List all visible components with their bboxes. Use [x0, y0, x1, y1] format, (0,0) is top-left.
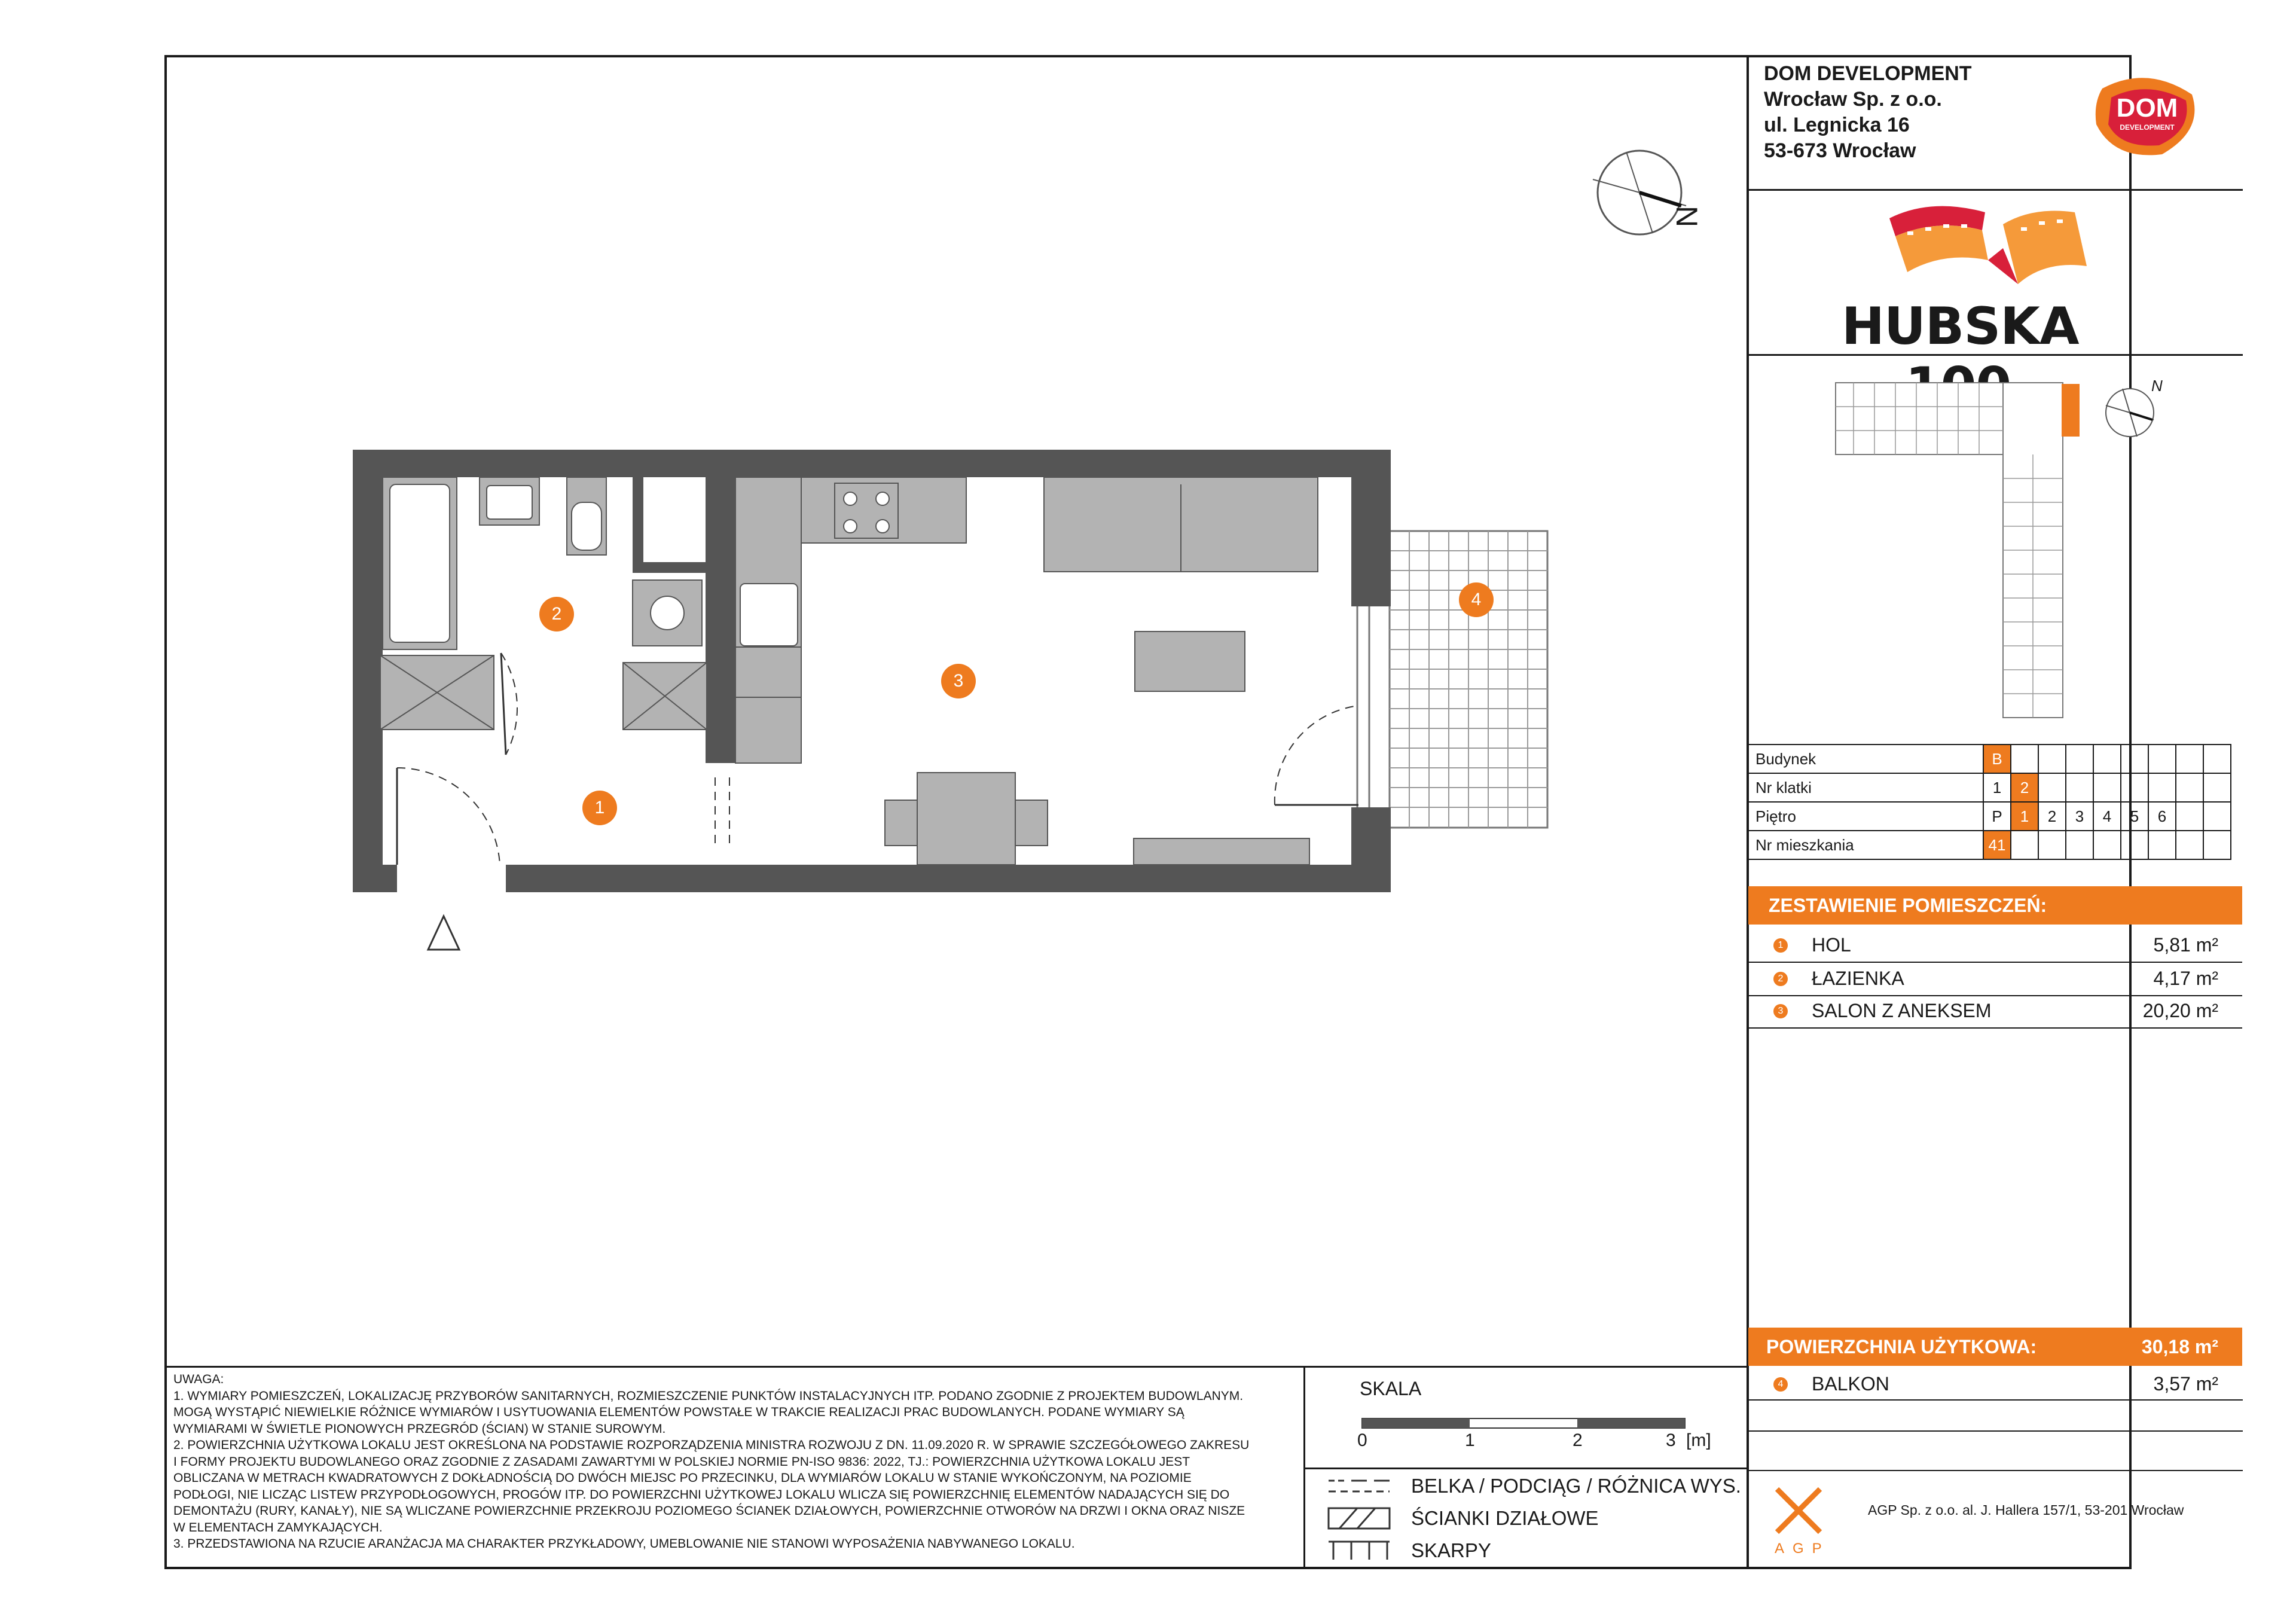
info-cell: [2121, 773, 2148, 802]
architect-address: AGP Sp. z o.o. al. J. Hallera 157/1, 53-201 Wrocław: [1868, 1502, 2184, 1518]
notes-line: DEMONTAŻU (RURY, KANAŁY), NIE SĄ WLICZANE POWIERZCHNIE PRZEKROJU POZIOMEGO ŚCIANEK DZIAŁOWYCH, POWIERZCHNIE OTWORÓW NA DRZWI I OKNA ORAZ NISZE: [173, 1504, 1245, 1518]
info-cell: [2038, 831, 2066, 859]
notes-line: 1. WYMIARY POMIESZCZEŃ, LOKALIZACJĘ PRZYBORÓW SANITARNYCH, ROZMIESZCZENIE PUNKTÓW INSTALACYJNYCH ITP. PODANO ZGODNIE Z PROJEKTEM BUDOWLANYM.: [173, 1389, 1244, 1403]
legend-beam: BELKA / PODCIĄG / RÓŻNICA WYS.: [1411, 1475, 1741, 1497]
info-cell: [2066, 773, 2093, 802]
legend-partition: ŚCIANKI DZIAŁOWE: [1411, 1507, 1599, 1529]
info-label: Nr mieszkania: [1748, 831, 1983, 859]
room-marker-4: 4: [1459, 582, 1494, 617]
info-cell: [2066, 745, 2093, 773]
company-entity: Wrocław Sp. z o.o.: [1764, 88, 1942, 111]
compass-n-label: N: [1670, 206, 1703, 228]
info-label: Nr klatki: [1748, 773, 1983, 802]
notes-block: [173, 1371, 1303, 1552]
usable-area-value: 30,18 m²: [2141, 1336, 2218, 1357]
scale-unit: [m]: [1686, 1430, 1711, 1450]
notes-line: W ELEMENTACH ZAMYKAJĄCYCH.: [173, 1520, 383, 1534]
room-number: 4: [1773, 1377, 1788, 1392]
info-cell: [2148, 831, 2176, 859]
scale-bar: [1357, 1416, 1692, 1430]
info-cell: 2: [2011, 773, 2038, 802]
entrance-arrow: [428, 916, 459, 950]
rooms-header: [1748, 886, 2242, 925]
info-row-staircase: [1748, 773, 2231, 802]
divider-empty-row: [1747, 1430, 2243, 1432]
info-row-building: [1748, 745, 2231, 773]
info-row-apartment: [1748, 831, 2231, 859]
floor-plan: [0, 0, 1746, 1017]
film-strip-logo: [1883, 194, 2105, 290]
project-title: HUBSKA: [1842, 297, 2079, 356]
info-cell: [2203, 773, 2231, 802]
room-number: 2: [1773, 972, 1788, 986]
info-label: Budynek: [1748, 745, 1983, 773]
logo-development-text: DEVELOPMENT: [2120, 123, 2175, 132]
info-cell: 3: [2066, 802, 2093, 831]
info-cell: 41: [1983, 831, 2011, 859]
logo-dom-text: DOM: [2116, 93, 2178, 123]
info-cell: [2011, 831, 2038, 859]
notes-title: UWAGA:: [173, 1372, 224, 1386]
notes-line: MOGĄ WYSTĄPIĆ NIEWIELKIE RÓŻNICE WYMIARÓW I USYTUOWANIA ELEMENTÓW POWSTAŁE W TRAKCIE REALIZACJI PRAC BUDOWLANYCH. PODANE WYMIARY SĄ: [173, 1405, 1184, 1419]
info-cell: [2203, 831, 2231, 859]
company-address: [1764, 61, 1972, 164]
agp-logo: [1773, 1485, 1824, 1536]
room-name: HOL: [1812, 934, 1851, 956]
room-row-2: [1748, 962, 2242, 996]
divider-company: [1747, 189, 2243, 191]
room-area: 3,57 m²: [2153, 1373, 2218, 1395]
info-cell: 2: [2038, 802, 2066, 831]
notes-line: 2. POWIERZCHNIA UŻYTKOWA LOKALU JEST OKREŚLONA NA PODSTAWIE ROZPORZĄDZENIA MINISTRA ROZWOJU Z DN. 11.09.2020 R. W SPRAWIE SZCZEGÓŁOWEGO ZAKRESU: [173, 1438, 1250, 1452]
usable-area-label: POWIERZCHNIA UŻYTKOWA:: [1766, 1336, 2037, 1357]
info-cell: [2093, 773, 2121, 802]
room-marker-3: 3: [941, 664, 976, 698]
room-number: 3: [1773, 1004, 1788, 1018]
divider-legend: [1303, 1468, 1749, 1469]
info-cell: 6: [2148, 802, 2176, 831]
info-cell: 1: [2011, 802, 2038, 831]
company-street: ul. Legnicka 16: [1764, 114, 1910, 136]
scale-title: SKALA: [1360, 1378, 1422, 1399]
room-area: 20,20 m²: [2142, 1000, 2218, 1021]
balcony-row: [1748, 1367, 2242, 1401]
info-label: Piętro: [1748, 802, 1983, 831]
keyplan-highlight: [2062, 384, 2080, 437]
agp-letters: AGP: [1775, 1540, 1830, 1557]
notes-line: I FORMY PROJEKTU BUDOWLANEGO ORAZ ZGODNIE Z ZASADAMI ZAWARTYMI W POLSKIEJ NORMIE PN-ISO 9836: 2022, TJ.: POWIERZCHNIA UŻYTKOWA LOKALU JEST: [173, 1454, 1190, 1469]
notes-line: OBLICZANA W METRACH KWADRATOWYCH Z DOKŁADNOŚCIĄ DO DWÓCH MIEJSC PO PRZECINKU, DLA WYMIARÓW LOKALU W STANIE WYKOŃCZONYM, NA POZIOMIE: [173, 1471, 1192, 1485]
company-name: DOM DEVELOPMENT: [1764, 62, 1972, 85]
info-cell: [2148, 745, 2176, 773]
scale-tick: 2: [1573, 1430, 1583, 1450]
info-cell: [2121, 831, 2148, 859]
divider-notes: [164, 1366, 1749, 1368]
room-row-1: [1748, 928, 2242, 963]
notes-line: PODŁOGI, NIE LICZĄC LISTEW PRZYPODŁOGOWYCH, PROGÓW ITP. DO POWIERZCHNI UŻYTKOWEJ LOKALU WLICZA SIĘ POWIERZCHNIĘ ELEMENTÓW NADAJĄCYCH SIĘ DO: [173, 1487, 1230, 1502]
info-cell: [2176, 831, 2203, 859]
keyplan-n-label: N: [2151, 377, 2163, 395]
notes-line: WYMIARAMI W ŚWIETLE PIONOWYCH PRZEGRÓD (ŚCIAN) W STANIE SUROWYM.: [173, 1421, 666, 1436]
info-row-floor: [1748, 802, 2231, 831]
info-cell: B: [1983, 745, 2011, 773]
legend-symbols: [1327, 1476, 1399, 1566]
info-cell: [2121, 745, 2148, 773]
notes-line: 3. PRZEDSTAWIONA NA RZUCIE ARANŻACJA MA CHARAKTER PRZYKŁADOWY, UMEBLOWANIE NIE STANOWI WYPOSAŻENIA NABYWANEGO LOKALU.: [173, 1537, 1075, 1551]
info-cell: [2203, 745, 2231, 773]
room-area: 5,81 m²: [2153, 934, 2218, 956]
legend-sill: SKARPY: [1411, 1539, 1491, 1561]
kitchen-fixtures: [735, 477, 966, 763]
scale-tick: 0: [1357, 1430, 1367, 1450]
room-row-3: [1748, 994, 2242, 1029]
window-frames: [1357, 606, 1369, 807]
room-name: BALKON: [1812, 1373, 1889, 1395]
info-cell: [2038, 745, 2066, 773]
room-number: 1: [1773, 938, 1788, 953]
apartment-info-table: [1748, 744, 2231, 860]
info-cell: 4: [2093, 802, 2121, 831]
room-name: SALON Z ANEKSEM: [1812, 1000, 1992, 1021]
info-cell: [2176, 802, 2203, 831]
usable-area-bar: [1748, 1328, 2242, 1366]
divider-architect: [1747, 1470, 2243, 1471]
scale-tick: 3: [1666, 1430, 1676, 1450]
info-cell: P: [1983, 802, 2011, 831]
info-cell: [2093, 831, 2121, 859]
info-cell: [2176, 745, 2203, 773]
info-cell: [2038, 773, 2066, 802]
info-cell: [2176, 773, 2203, 802]
info-cell: 1: [1983, 773, 2011, 802]
room-marker-1: 1: [582, 791, 617, 825]
room-area: 4,17 m²: [2153, 968, 2218, 989]
rooms-header-text: ZESTAWIENIE POMIESZCZEŃ:: [1769, 895, 2047, 916]
info-cell: [2066, 831, 2093, 859]
scale-tick: 1: [1465, 1430, 1475, 1450]
dom-development-logo: [2090, 71, 2204, 160]
company-city: 53-673 Wrocław: [1764, 139, 1916, 162]
balcony-grid: [1390, 531, 1547, 828]
room-name: ŁAZIENKA: [1812, 968, 1904, 989]
info-cell: [2148, 773, 2176, 802]
info-cell: 5: [2121, 802, 2148, 831]
info-cell: [2203, 802, 2231, 831]
info-cell: [2011, 745, 2038, 773]
info-cell: [2093, 745, 2121, 773]
building-keyplan: [1830, 371, 2164, 724]
room-marker-2: 2: [539, 597, 574, 631]
